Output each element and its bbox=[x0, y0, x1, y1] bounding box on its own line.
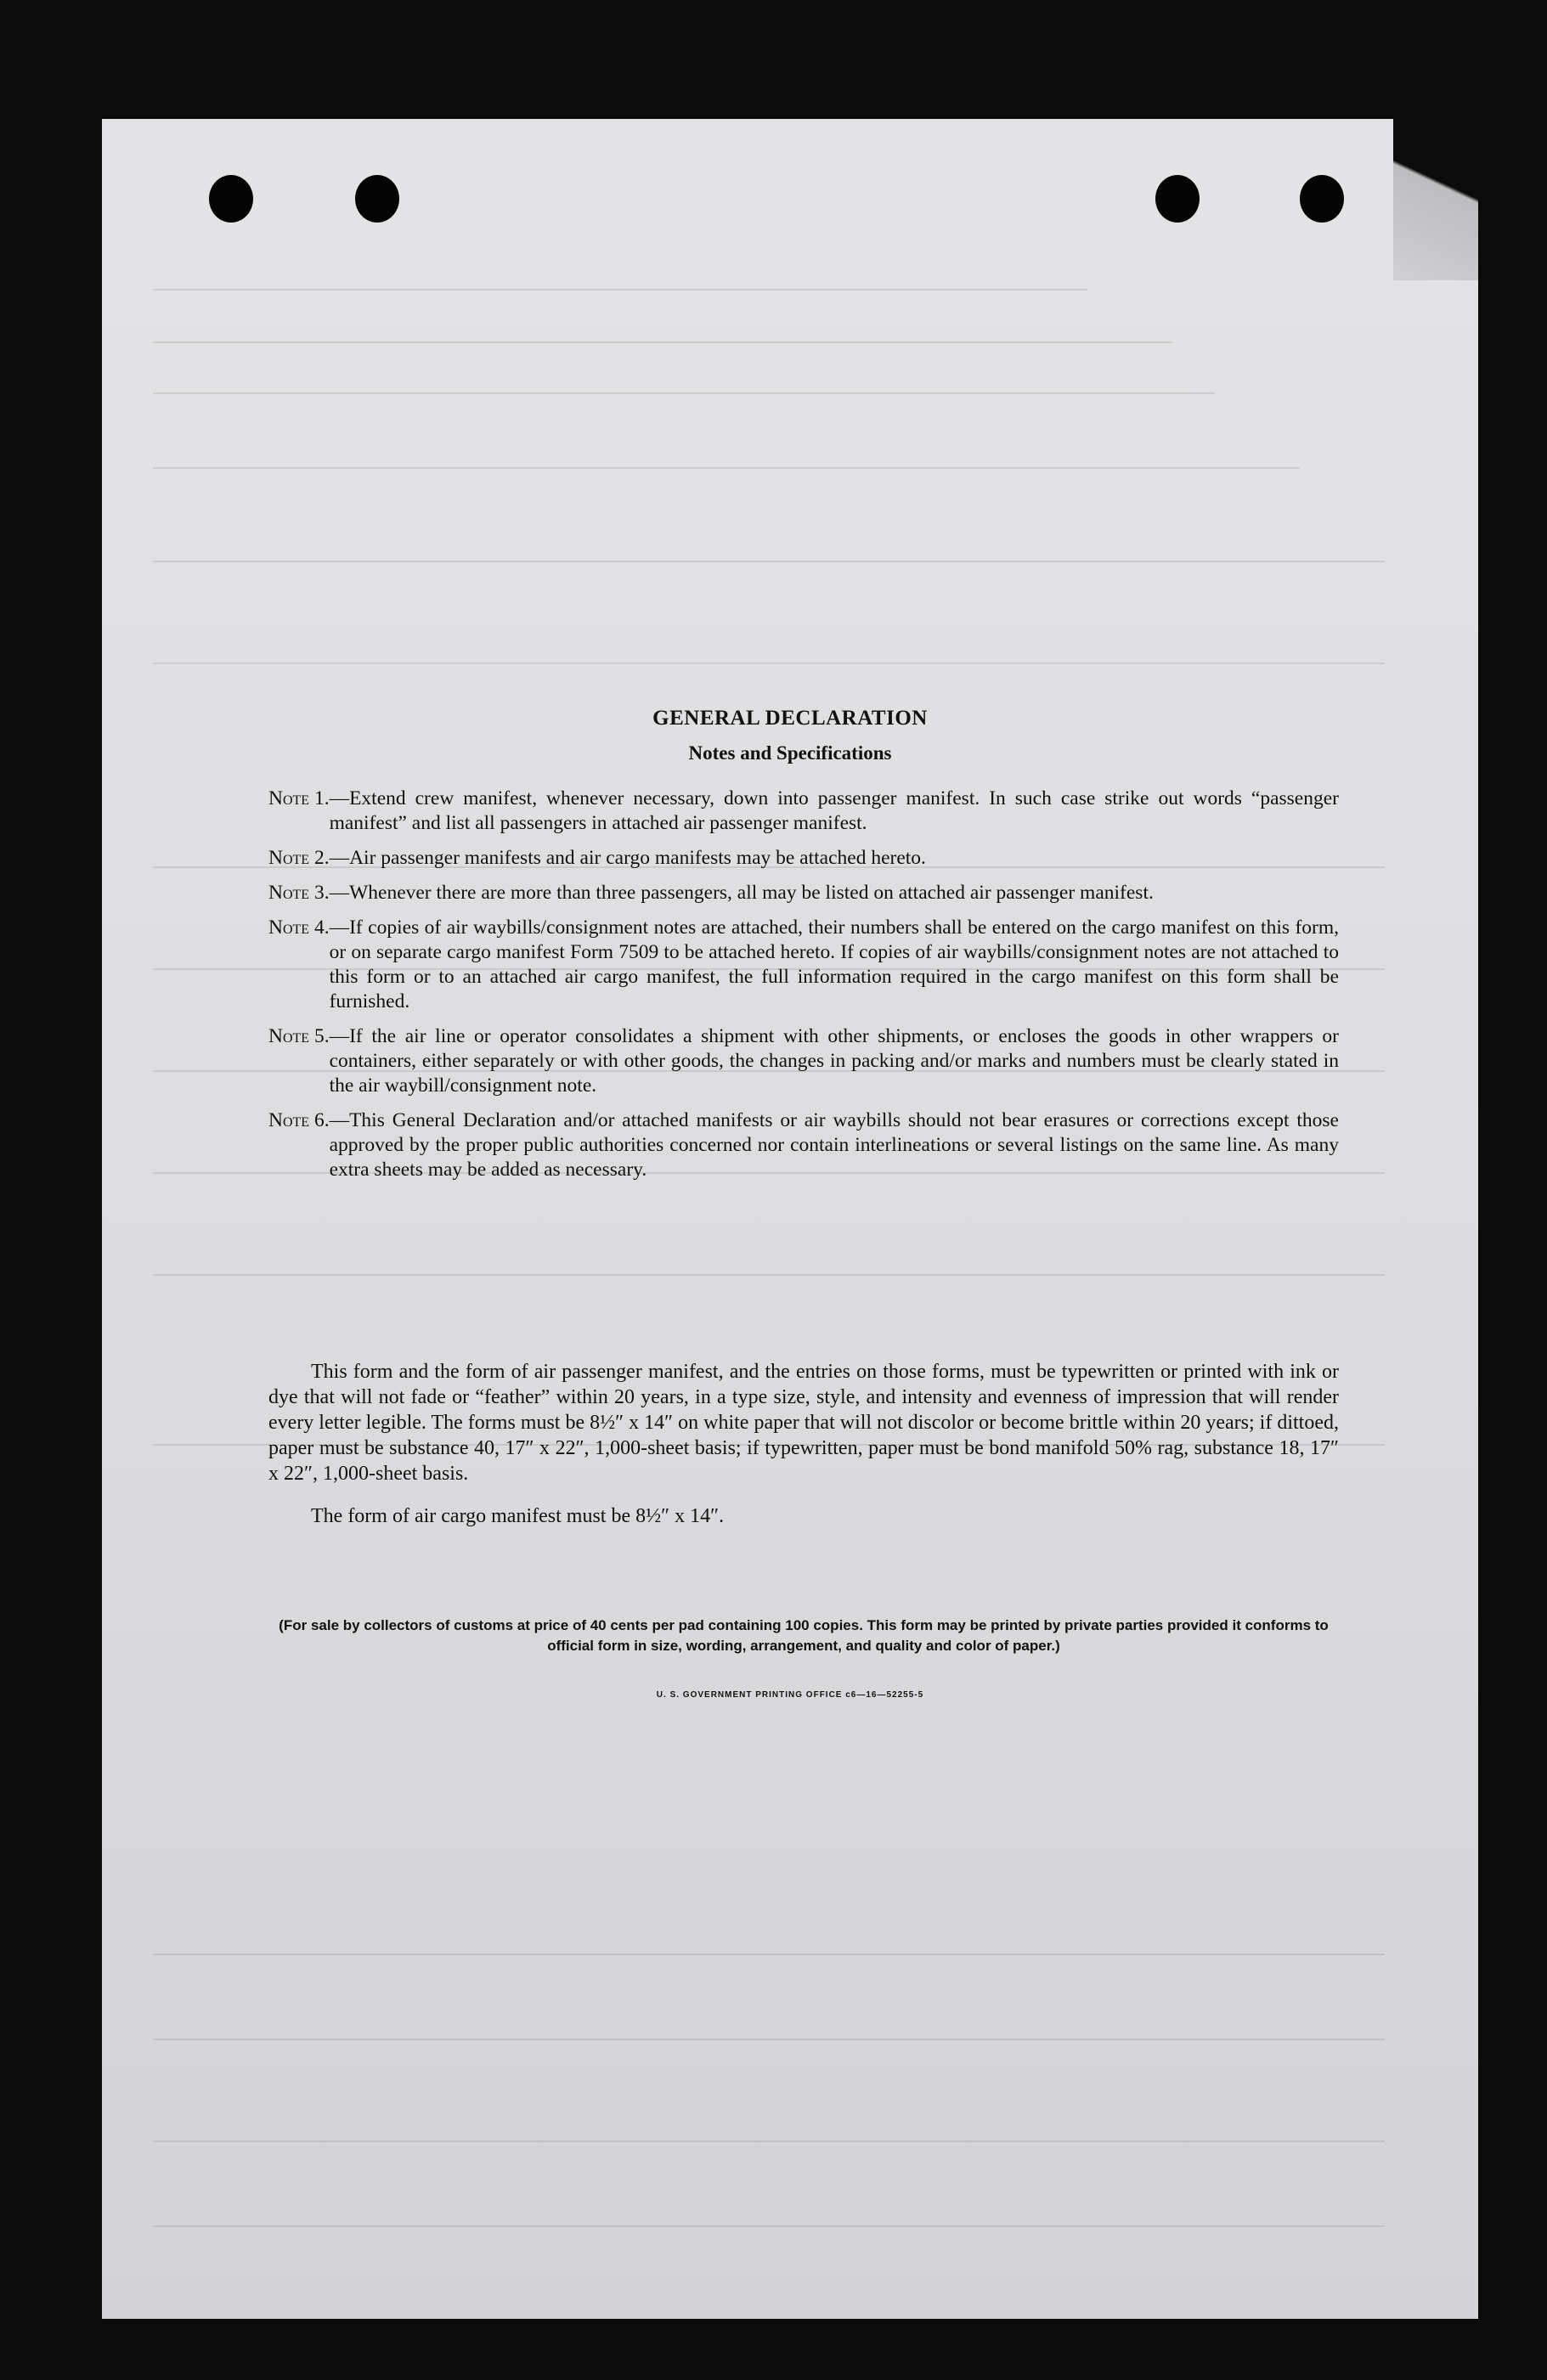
folded-corner bbox=[1393, 119, 1478, 280]
note-text: —If copies of air waybills/consignment notes are attached, their numbers shall be entered on the cargo manifest on this form, or on separate cargo manifest Form 7509 to be attached hereto. If copies of air waybills/consignment notes are not attached to this form or to an attached air cargo manifest, the full information required in the cargo manifest on this form shall be furnished. bbox=[329, 916, 1339, 1012]
note-label: Note 3. bbox=[268, 882, 330, 904]
sale-note: (For sale by collectors of customs at price of 40 cents per pad containing 100 copies. This form may be printed by private parties provided it conforms to official form in size, wording, arrangement, and quality and color of paper.) bbox=[279, 1617, 1329, 1654]
punch-hole-left-2 bbox=[355, 175, 399, 223]
note-2 bbox=[268, 846, 1339, 871]
notes-list bbox=[268, 787, 1339, 1193]
cargo-form-note: The form of air cargo manifest must be 8½″ x 14″. bbox=[311, 1505, 725, 1527]
bleed-through-texture bbox=[102, 119, 1478, 2319]
note-text: —Whenever there are more than three passengers, all may be listed on attached air passenger manifest. bbox=[329, 882, 1154, 904]
printer-imprint: U. S. GOVERNMENT PRINTING OFFICE c6—16—52255-5 bbox=[656, 1690, 924, 1700]
note-label: Note 2. bbox=[268, 847, 330, 869]
note-5 bbox=[268, 1024, 1339, 1098]
note-label: Note 5. bbox=[268, 1025, 330, 1047]
note-3 bbox=[268, 881, 1339, 905]
note-text: —This General Declaration and/or attached manifests or air waybills should not bear erasures or corrections except those approved by the proper public authorities concerned nor contain interlineations or several listings on the same line. As many extra sheets may be added as necessary. bbox=[329, 1109, 1339, 1181]
punch-hole-left-1 bbox=[209, 175, 253, 223]
document-page bbox=[102, 119, 1478, 2319]
punch-hole-right-1 bbox=[1155, 175, 1200, 223]
specifications-paragraph: This form and the form of air passenger manifest, and the entries on those forms, must be typewritten or printed with ink or dye that will not fade or “feather” within 20 years, in a type size, style, and intensity and evenness of impression that will render every letter legible. The forms must be 8½″ x 14″ on white paper that will not discolor or become brittle within 20 years; if dittoed, paper must be substance 40, 17″ x 22″, 1,000-sheet basis; if typewritten, paper must be bond manifold 50% rag, substance 18, 17″ x 22″, 1,000-sheet basis. bbox=[268, 1361, 1339, 1485]
note-text: —If the air line or operator consolidates a shipment with other shipments, or encloses the goods in other wrappers or containers, either separately or with other goods, the changes in packing and/or marks and numbers must be clearly stated in the air waybill/consignment note. bbox=[329, 1025, 1339, 1097]
note-4 bbox=[268, 916, 1339, 1014]
note-label: Note 1. bbox=[268, 787, 330, 809]
note-label: Note 4. bbox=[268, 916, 330, 939]
note-text: —Extend crew manifest, whenever necessary, down into passenger manifest. In such case strike out words “passenger manifest” and list all passengers in attached air passenger manifest. bbox=[329, 787, 1339, 834]
note-6 bbox=[268, 1108, 1339, 1182]
note-label: Note 6. bbox=[268, 1109, 330, 1131]
document-subtitle: Notes and Specifications bbox=[688, 742, 892, 764]
note-text: —Air passenger manifests and air cargo manifests may be attached hereto. bbox=[329, 847, 926, 869]
punch-hole-right-2 bbox=[1300, 175, 1344, 223]
note-1 bbox=[268, 787, 1339, 836]
document-title: GENERAL DECLARATION bbox=[652, 707, 928, 730]
